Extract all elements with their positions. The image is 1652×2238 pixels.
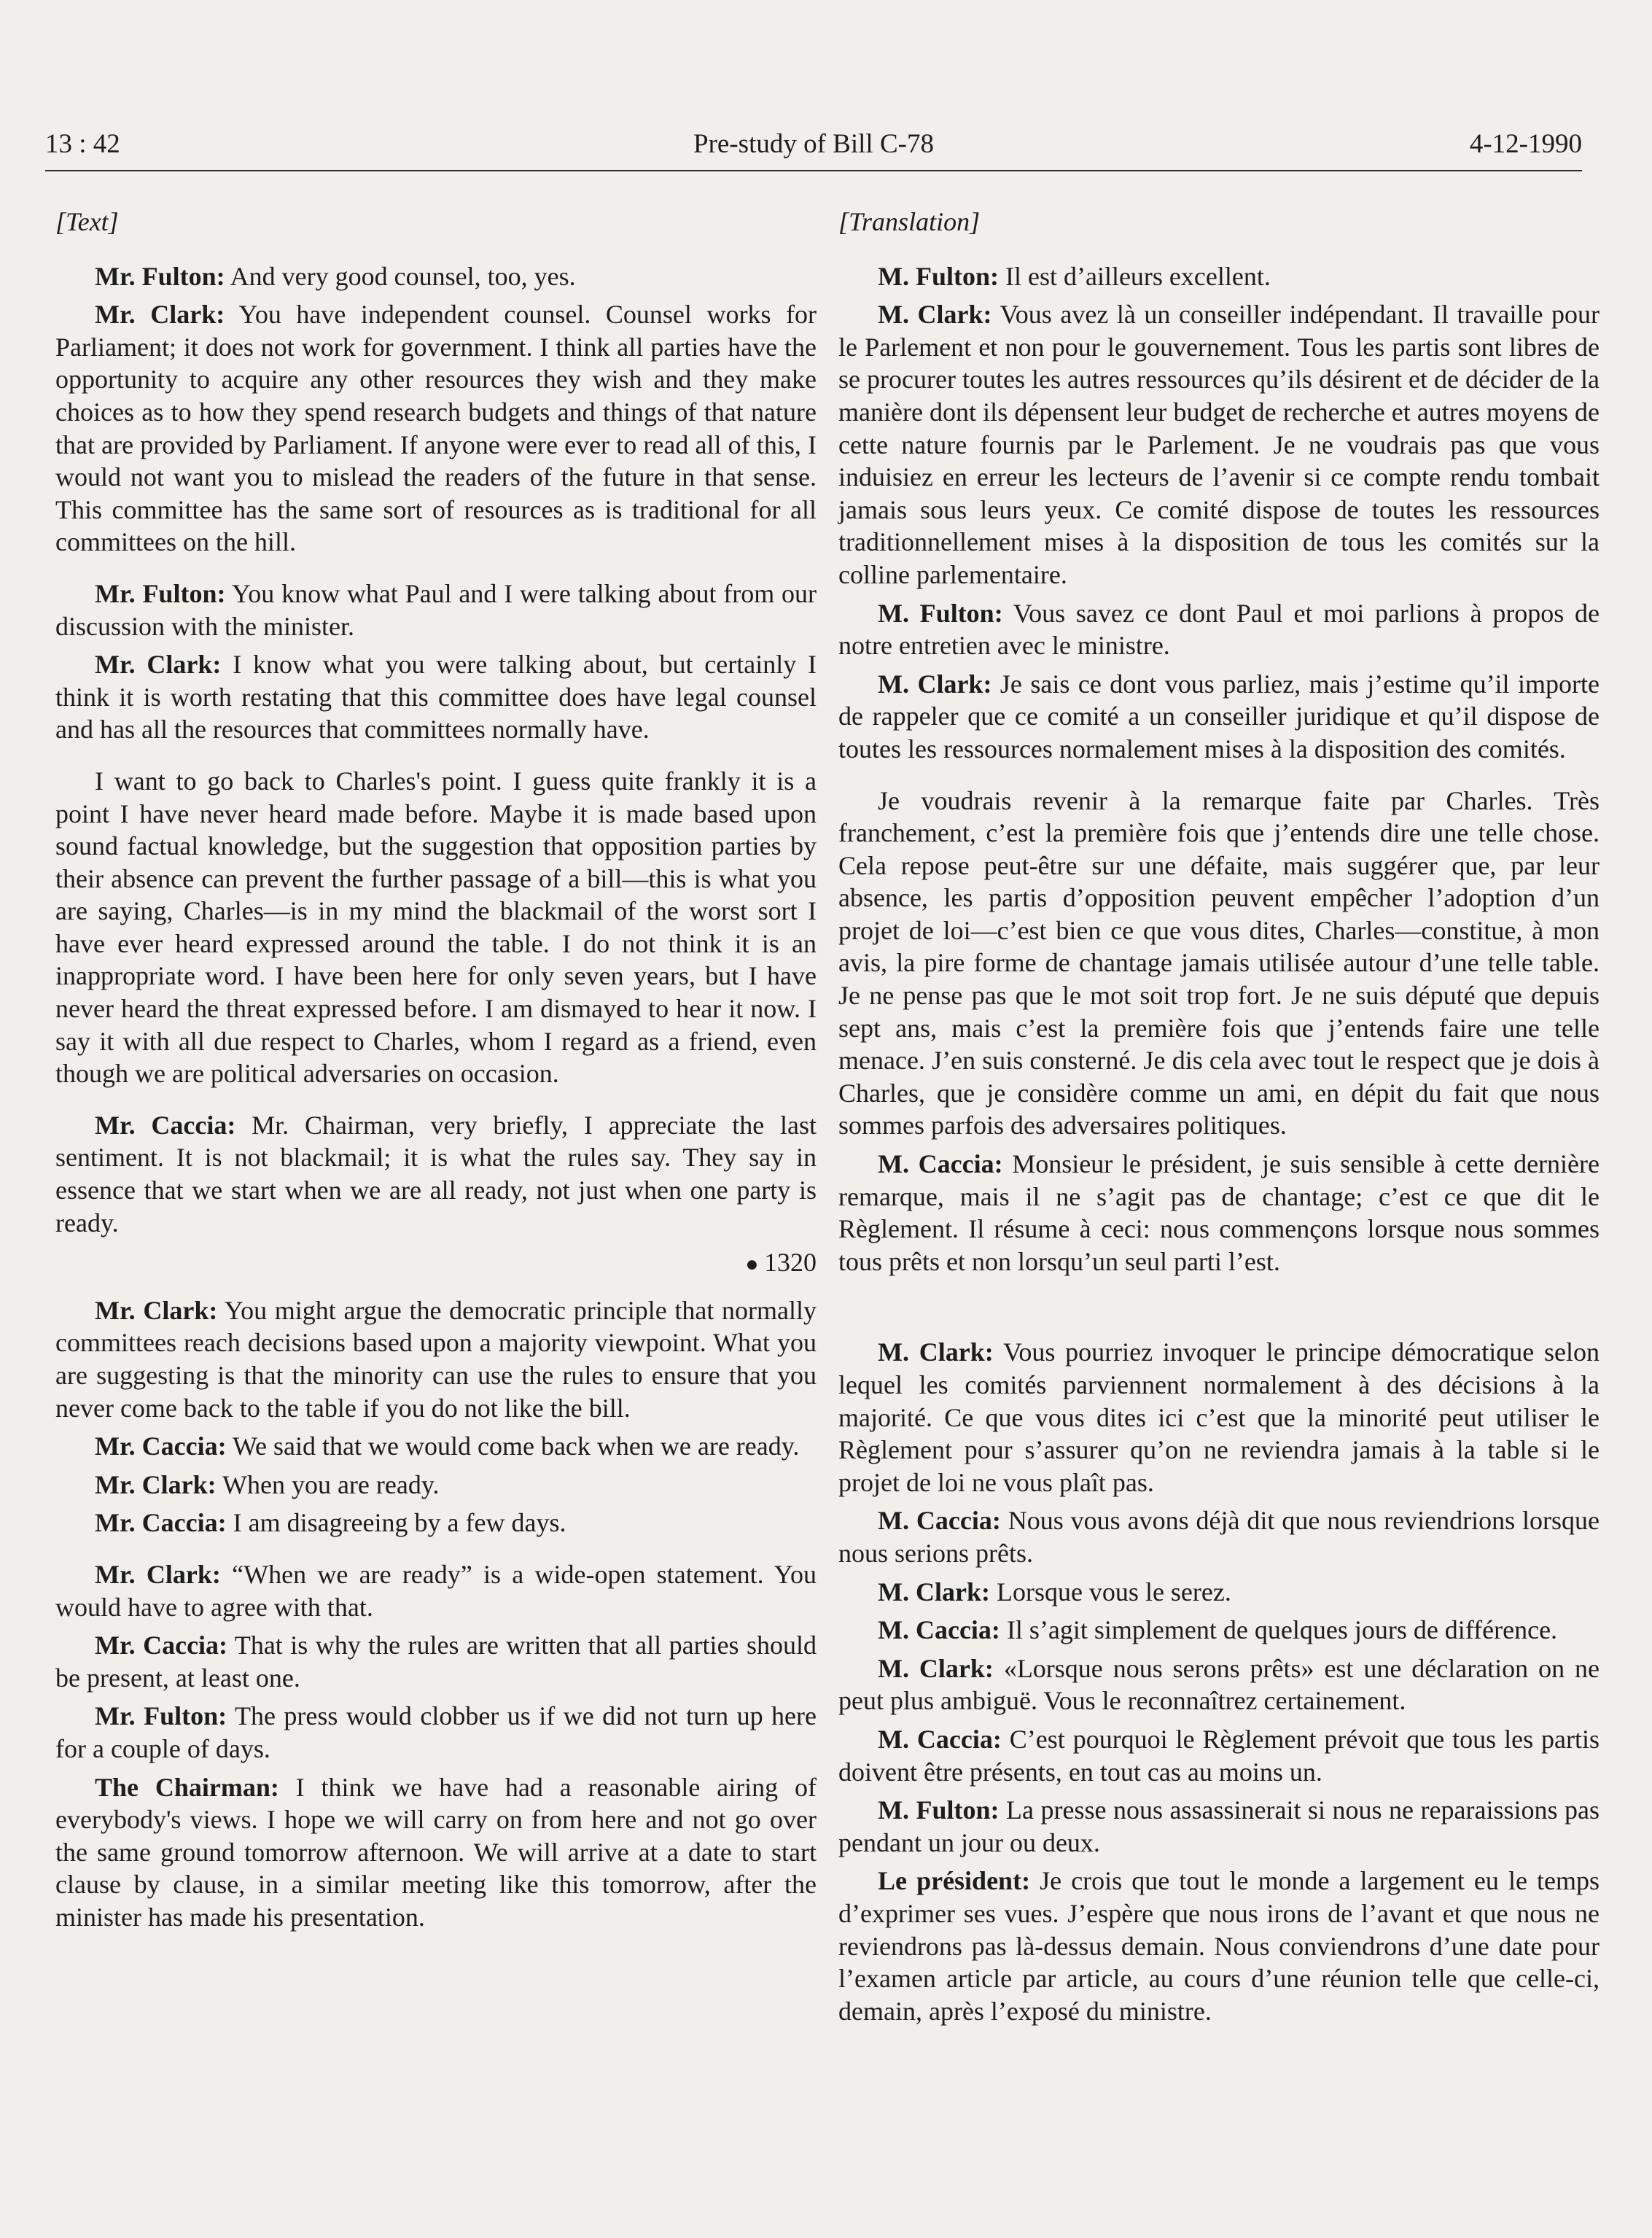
paragraph: M. Clark: Vous avez là un conseiller indépendant. Il travaille pour le Parlement et non pour le gouvernement. Tous les partis sont libres de se procurer toutes les autres ressources qu’ils désirent et de décider de la manière dont ils dépensent leur budget de recherche et autres moyens de cette nature fournis par le Parlement. Je ne voudrais pas que vous induisiez en erreur les lecteurs de l’avenir si ce compte rendu tombait jamais sous leurs yeux. Ce comité dispose de toutes les ressources traditionnellement mises à la disposition de tous les comités sur la colline parlementaire.	[838, 300, 1600, 589]
speaker: M. Caccia:	[878, 1615, 1000, 1645]
speaker: Mr. Clark:	[95, 1469, 217, 1499]
speaker: Mr. Clark:	[95, 650, 222, 680]
paragraph: Mr. Clark: You have independent counsel. Counsel works for Parliament; it does not work for government. I think all parties have the opportunity to acquire any other resources they wish and they make choices as to how they spend research budgets and things of that nature that are provided by Parliament. If anyone were ever to read all of this, I would not want you to mislead the readers of the future in that sense. This committee has the same sort of resources as is traditional for all committees on the hill.	[55, 300, 817, 557]
paragraph: M. Caccia: Il s’agit simplement de quelques jours de différence.	[878, 1615, 1558, 1645]
page-title: Pre-study of Bill C-78	[693, 129, 934, 159]
paragraph: Je voudrais revenir à la remarque faite par Charles. Très franchement, c’est la première fois que j’entends dire une telle chose. Cela repose peut-être sur une défaite, mais suggérer que, par leur absence, les partis d’opposition peuvent empêcher l’adoption d’un projet de loi—c’est bien ce que vous dites, Charles—constitue, à mon avis, la pire forme de chantage jamais utilisée autour d’une telle table. Je ne pense pas que le mot soit trop fort. Je ne suis député que depuis sept ans, mais c’est la première fois que j’entends faire une telle menace. J’en suis consterné. Je dis cela avec tout le respect que je dois à Charles, que je considère comme un ami, en dépit du fait que nous sommes parfois des adversaires politiques.	[838, 785, 1600, 1141]
header-rule	[45, 170, 1582, 171]
speaker: Mr. Clark:	[95, 300, 225, 330]
paragraph: The Chairman: I think we have had a reasonable airing of everybody's views. I hope we will carry on from here and not go over the same ground tomorrow afternoon. We will arrive at a date to start clause by clause, in a similar meeting like this tomorrow, after the minister has made his presentation.	[55, 1772, 817, 1932]
paragraph: M. Caccia: C’est pourquoi le Règlement prévoit que tous les partis doivent être présents, en tout cas au moins un.	[838, 1724, 1600, 1787]
column-label: [Text]	[55, 207, 119, 236]
paragraph: Mr. Caccia: Mr. Chairman, very briefly, I appreciate the last sentiment. It is not blackmail; it is what the rules say. They say in essence that we start when we are all ready, not just when one party is ready.	[55, 1110, 817, 1237]
speaker: M. Clark:	[878, 669, 992, 699]
time-marker: ● 1320	[745, 1248, 817, 1278]
paragraph: Mr. Fulton: And very good counsel, too, yes.	[95, 261, 576, 291]
paragraph: Mr. Fulton: You know what Paul and I were talking about from our discussion with the minister.	[55, 578, 817, 641]
speaker: Mr. Caccia:	[95, 1431, 227, 1461]
speaker: Mr. Clark:	[95, 1295, 218, 1325]
paragraph: Mr. Caccia: We said that we would come back when we are ready.	[95, 1431, 800, 1461]
bullet-icon: ●	[745, 1252, 764, 1277]
english-column	[55, 206, 817, 1940]
paragraph: Mr. Clark: “When we are ready” is a wide-open statement. You would have to agree with that.	[55, 1559, 817, 1622]
paragraph: Mr. Fulton: The press would clobber us if we did not turn up here for a couple of days.	[55, 1701, 817, 1763]
speaker: M. Caccia:	[878, 1149, 1003, 1179]
speaker: M. Fulton:	[878, 598, 1003, 628]
speaker: M. Clark:	[878, 1337, 994, 1367]
speaker: Mr. Caccia:	[95, 1110, 236, 1140]
paragraph: M. Caccia: Nous vous avons déjà dit que nous reviendrions lorsque nous serions prêts.	[838, 1506, 1600, 1568]
speaker: Mr. Fulton:	[95, 578, 226, 608]
column-label: [Translation]	[838, 207, 981, 236]
paragraph: M. Clark: Lorsque vous le serez.	[878, 1577, 1231, 1606]
speaker: M. Fulton:	[878, 1795, 1000, 1825]
paragraph: M. Clark: Vous pourriez invoquer le principe démocratique selon lequel les comités parviennent normalement à des décisions à la majorité. Ce que vous dites ici c’est que la minorité peut utiliser le Règlement pour s’assurer qu’on ne reviendra jamais à la table si le projet de loi ne vous plaît pas.	[838, 1337, 1600, 1497]
speaker: Mr. Caccia:	[95, 1631, 228, 1660]
paragraph: M. Fulton: Il est d’ailleurs excellent.	[878, 261, 1271, 291]
paragraph: Mr. Caccia: I am disagreeing by a few days.	[95, 1508, 566, 1538]
speaker: M. Clark:	[878, 1577, 990, 1606]
speaker: M. Clark:	[878, 300, 992, 330]
speaker: Mr. Fulton:	[95, 261, 225, 291]
speaker: M. Caccia:	[878, 1724, 1002, 1754]
speaker: The Chairman:	[95, 1772, 279, 1802]
page-header	[45, 123, 1582, 166]
paragraph: Mr. Clark: I know what you were talking about, but certainly I think it is worth restating that this committee does have legal counsel and has all the resources that committees normally have.	[55, 650, 817, 745]
paragraph: M. Clark: «Lorsque nous serons prêts» est une déclaration on ne peut plus ambiguë. Vous le reconnaîtrez certainement.	[838, 1653, 1600, 1716]
paragraph: M. Clark: Je sais ce dont vous parliez, mais j’estime qu’il importe de rappeler que ce comité a un conseiller juridique et qu’il dispose de toutes les ressources normalement mises à la disposition des comités.	[838, 669, 1600, 764]
paragraph: I want to go back to Charles's point. I guess quite frankly it is a point I have never heard made before. Maybe it is made based upon sound factual knowledge, but the suggestion that opposition parties by their absence can prevent the further passage of a bill—this is what you are saying, Charles—is in my mind the blackmail of the worst sort I have ever heard expressed around the table. I do not think it is an inappropriate word. I have been here for only seven years, but I have never heard the threat expressed before. I am dismayed to hear it now. I say it with all due respect to Charles, whom I regard as a friend, even though we are political adversaries on occasion.	[55, 766, 817, 1089]
speaker: Mr. Clark:	[95, 1559, 221, 1589]
speaker: Le président:	[878, 1866, 1031, 1896]
speaker: Mr. Fulton:	[95, 1701, 227, 1731]
page-date: 4-12-1990	[1469, 129, 1582, 159]
speaker: M. Clark:	[878, 1653, 994, 1683]
paragraph: Mr. Caccia: That is why the rules are written that all parties should be present, at least one.	[55, 1631, 817, 1693]
speaker: Mr. Caccia:	[95, 1508, 227, 1538]
paragraph: M. Fulton: Vous savez ce dont Paul et moi parlions à propos de notre entretien avec le ministre.	[838, 598, 1600, 661]
paragraph: M. Fulton: La presse nous assassinerait si nous ne reparaissions pas pendant un jour ou deux.	[838, 1795, 1600, 1857]
paragraph: Mr. Clark: When you are ready.	[95, 1469, 440, 1499]
french-column	[838, 206, 1600, 2033]
speaker: M. Caccia:	[878, 1506, 1001, 1536]
paragraph: M. Caccia: Monsieur le président, je suis sensible à cette dernière remarque, mais il ne s’agit pas de chantage; c’est ce que dit le Règlement. Il résume à ceci: nous commençons lorsque nous sommes tous prêts et non lorsqu’un seul parti l’est.	[838, 1149, 1600, 1276]
paragraph: Le président: Je crois que tout le monde a largement eu le temps d’exprimer ses vues. J’espère que nous irons de l’avant et que nous ne reviendrons pas là-dessus demain. Nous conviendrons d’une date pour l’examen article par article, au cours d’une réunion telle que celle-ci, demain, après l’exposé du ministre.	[838, 1866, 1600, 2026]
paragraph: Mr. Clark: You might argue the democratic principle that normally committees reach decisions based upon a majority viewpoint. What you are suggesting is that the minority can use the rules to ensure that you never come back to the table if you do not like the bill.	[55, 1295, 817, 1423]
page-number: 13 : 42	[45, 129, 120, 159]
speaker: M. Fulton:	[878, 261, 999, 291]
